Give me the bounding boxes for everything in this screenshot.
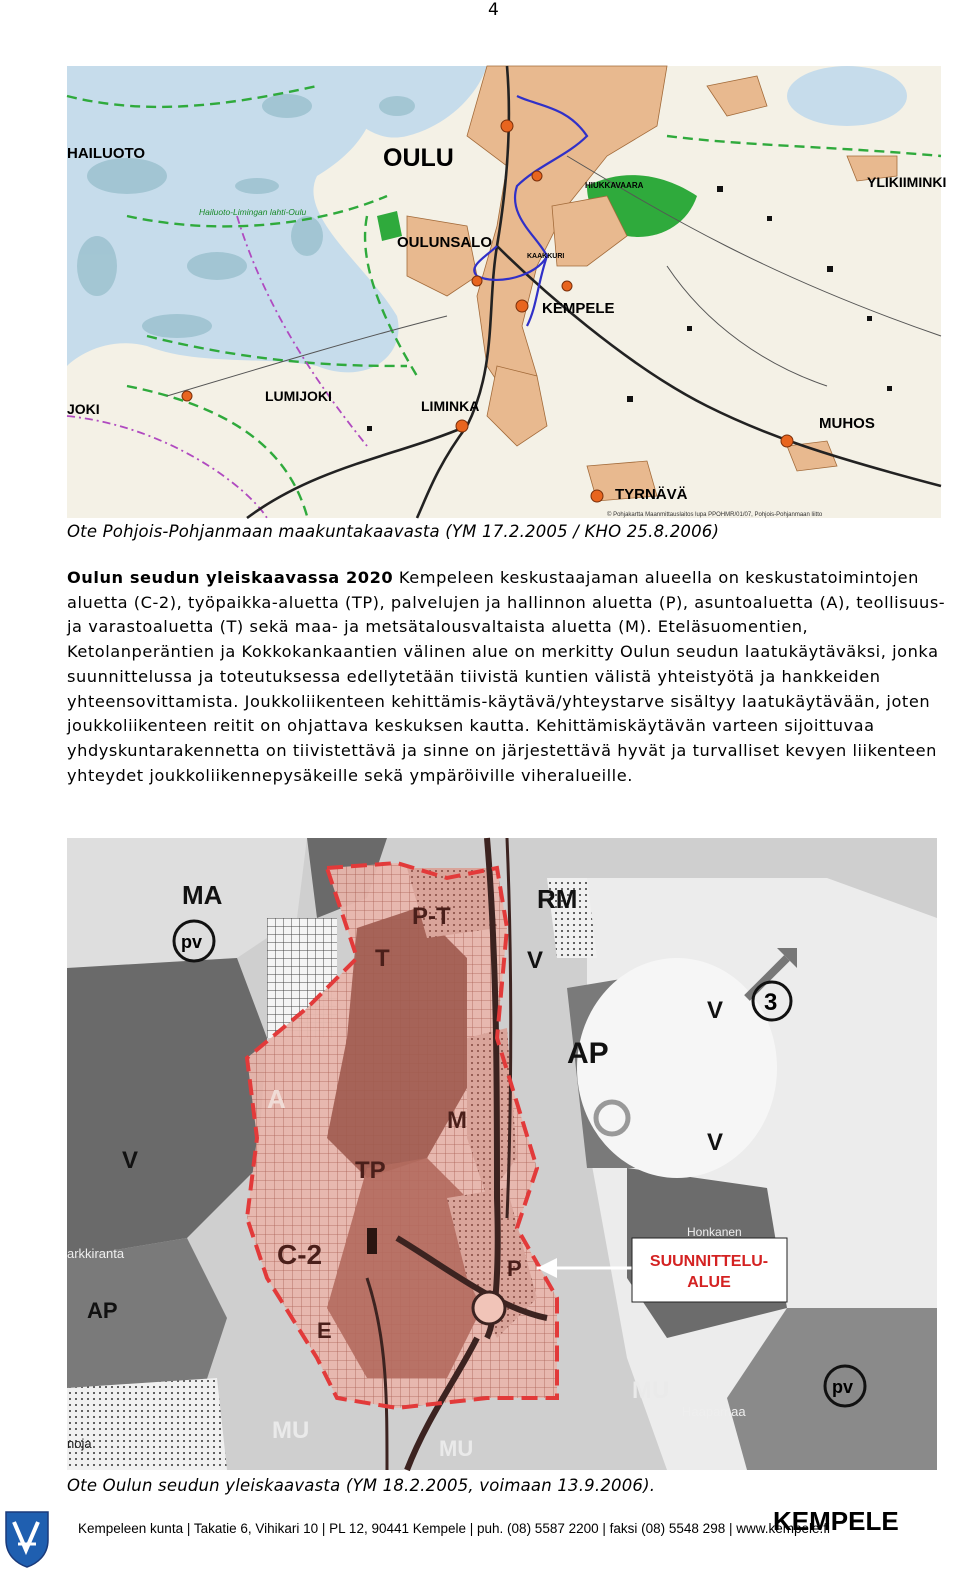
label-arkkiranta: arkkiranta [67,1246,125,1261]
callout-line-2: ALUE [687,1274,731,1291]
label-e: E [317,1318,332,1343]
label-haapamaa: Haapamaa [682,1404,746,1419]
map-label-muhos: MUHOS [819,415,875,432]
map-label-lumijoki: LUMIJOKI [265,388,332,404]
map-label-joki: JOKI [67,401,100,417]
label-tp: TP [355,1157,386,1184]
map-label-oulu: OULU [383,144,454,172]
footer-contact: Kempeleen kunta | Takatie 6, Vihikari 10 | PL 12, 90441 Kempele | puh. (08) 5587 2200 | faksi (08) 5548 298 | www.kempele.fi [78,1521,830,1536]
kempele-crest-logo [4,1510,50,1568]
map-label-kaakkuri: KAAKKURI [527,253,565,260]
paragraph-lead: Oulun seudun yleiskaavassa 2020 [67,568,394,587]
label-kempele: KEMPELE [773,1506,899,1536]
label-mu-2: MU [632,1377,670,1404]
map-label-liminka: LIMINKA [421,398,480,414]
body-paragraph [67,566,957,788]
regional-plan-map [67,66,947,518]
label-ap-center: AP [567,1037,609,1070]
label-a: A [267,1084,286,1114]
map-label-tyrnava: TYRNÄVÄ [615,486,688,503]
map-label-protected-area: Hailuoto-Limingan lahti-Oulu [199,207,307,217]
label-ma: MA [182,880,223,910]
paragraph-text: Kempeleen keskustaajaman alueella on keskustatoimintojen aluetta (C-2), työpaikka-aluetta (TP), palvelujen ja hallinnon aluetta (P), asuntoaluetta (A), teollisuus- ja varastoaluetta (T) sekä maa- ja metsätalousvaltaista aluetta (M). Eteläsuomentien, Ketolanperäntien ja Kokkokankaantien välinen alue on merkitty Oulun seudun laatukäytäväksi, jonka suunnittelussa ja toteutuksessa edellytetään tiivistä kuntien välistä yhteistyötä ja hankkeiden yhteensovittamista. Joukkoliikenteen kehittämis-käytävä/yhteystarve sisältyy laatukäytävään, joten joukkoliikenteen reitit on ohjattava keskuksen kautta. Kehittämiskäytävän varteen sijoittuvaa yhdyskuntarakennetta on tiivistettävä ja sinne on järjestettävä hyvät ja turvalliset kevyen liikenteen yhteydet joukkoliikennepysäkeille sekä ympäröiville viheralueille. [67,568,946,785]
label-m: M [447,1107,467,1134]
callout-line-1: SUUNNITTELU- [649,1253,769,1270]
label-pv-1: pv [181,932,203,952]
label-pt: P-T [412,903,451,930]
label-rm: RM [537,884,578,914]
map-label-hailuoto: HAILUOTO [67,145,146,162]
map-label-oulunsalo: OULUNSALO [397,234,492,251]
label-mu-1: MU [272,1417,310,1444]
map-copyright: © Pohjakartta Maanmittauslaitos lupa PPOHMR/01/07, Pohjois-Pohjanmaan liitto [607,512,823,518]
caption-regional-plan: Ote Pohjois-Pohjanmaan maakuntakaavasta (YM 17.2.2005 / KHO 25.8.2006) [67,522,720,541]
label-noja: noja [67,1436,92,1451]
label-v-3: V [122,1147,139,1174]
label-t: T [375,945,390,972]
map-label-kempele: KEMPELE [542,300,615,317]
label-v-2: V [527,947,544,974]
map-label-ylikiiminki: YLIKIIMINKI [867,174,947,190]
label-c2: C-2 [277,1239,323,1270]
label-honkanen: Honkanen [687,1225,742,1239]
map-label-hiukkavaara: HIUKKAVAARA [585,181,644,190]
label-v-1: V [707,997,724,1024]
caption-master-plan: Ote Oulun seudun yleiskaavasta (YM 18.2.2005, voimaan 13.9.2006). [67,1476,656,1495]
label-p: P [507,1256,522,1281]
label-mu-3: MU [439,1436,474,1461]
label-pv-2: pv [832,1377,854,1397]
label-route-3: 3 [764,989,778,1016]
label-v-4: V [707,1129,724,1156]
page-number: 4 [488,0,499,20]
label-ap-left: AP [87,1298,118,1323]
